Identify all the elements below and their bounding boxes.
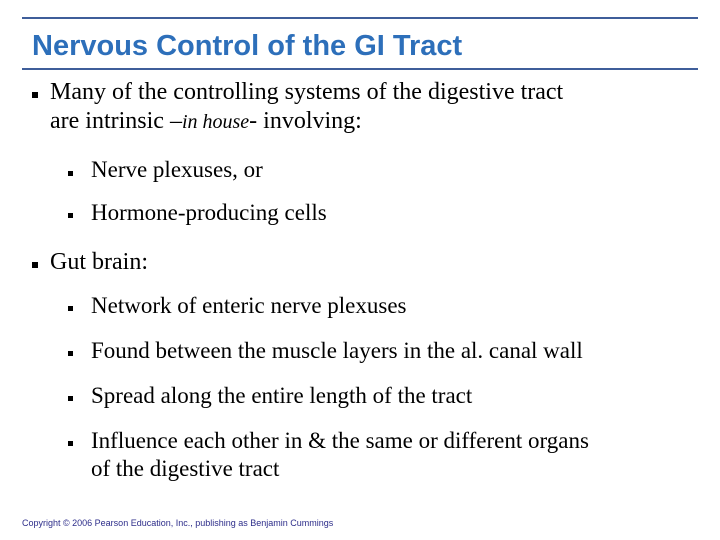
sub-item-text: Nerve plexuses, or <box>91 157 263 182</box>
sub-item-text: Hormone-producing cells <box>91 200 327 225</box>
top-divider-line <box>22 17 698 19</box>
copyright-footer: Copyright © 2006 Pearson Education, Inc., publishing as Benjamin Cummings <box>22 518 334 528</box>
sub-item-text: Spread along the entire length of the tract <box>91 383 473 408</box>
sub-item-text: Influence each other in & the same or different organs <box>91 428 589 453</box>
square-bullet-icon <box>68 396 73 401</box>
bullet-text-suffix: - involving: <box>249 108 362 134</box>
sub-item-text: Found between the muscle layers in the al. canal wall <box>91 338 583 363</box>
square-bullet-icon <box>68 213 73 218</box>
title-divider-line <box>22 68 698 70</box>
square-bullet-icon <box>32 92 38 98</box>
bullet-text-line: Gut brain: <box>50 249 148 275</box>
bullet-text-italic: in house <box>181 111 250 133</box>
bullet-text-prefix: are intrinsic – <box>50 108 182 134</box>
square-bullet-icon <box>68 441 73 446</box>
square-bullet-icon <box>68 171 73 176</box>
square-bullet-icon <box>68 306 73 311</box>
bullet-text-line <box>50 107 362 137</box>
sub-item-text: Network of enteric nerve plexuses <box>91 293 407 318</box>
square-bullet-icon <box>68 351 73 356</box>
sub-item-text-continuation: of the digestive tract <box>91 456 280 481</box>
square-bullet-icon <box>32 262 38 268</box>
bullet-text-line: Many of the controlling systems of the digestive tract <box>50 79 564 105</box>
slide-title: Nervous Control of the GI Tract <box>32 30 463 62</box>
